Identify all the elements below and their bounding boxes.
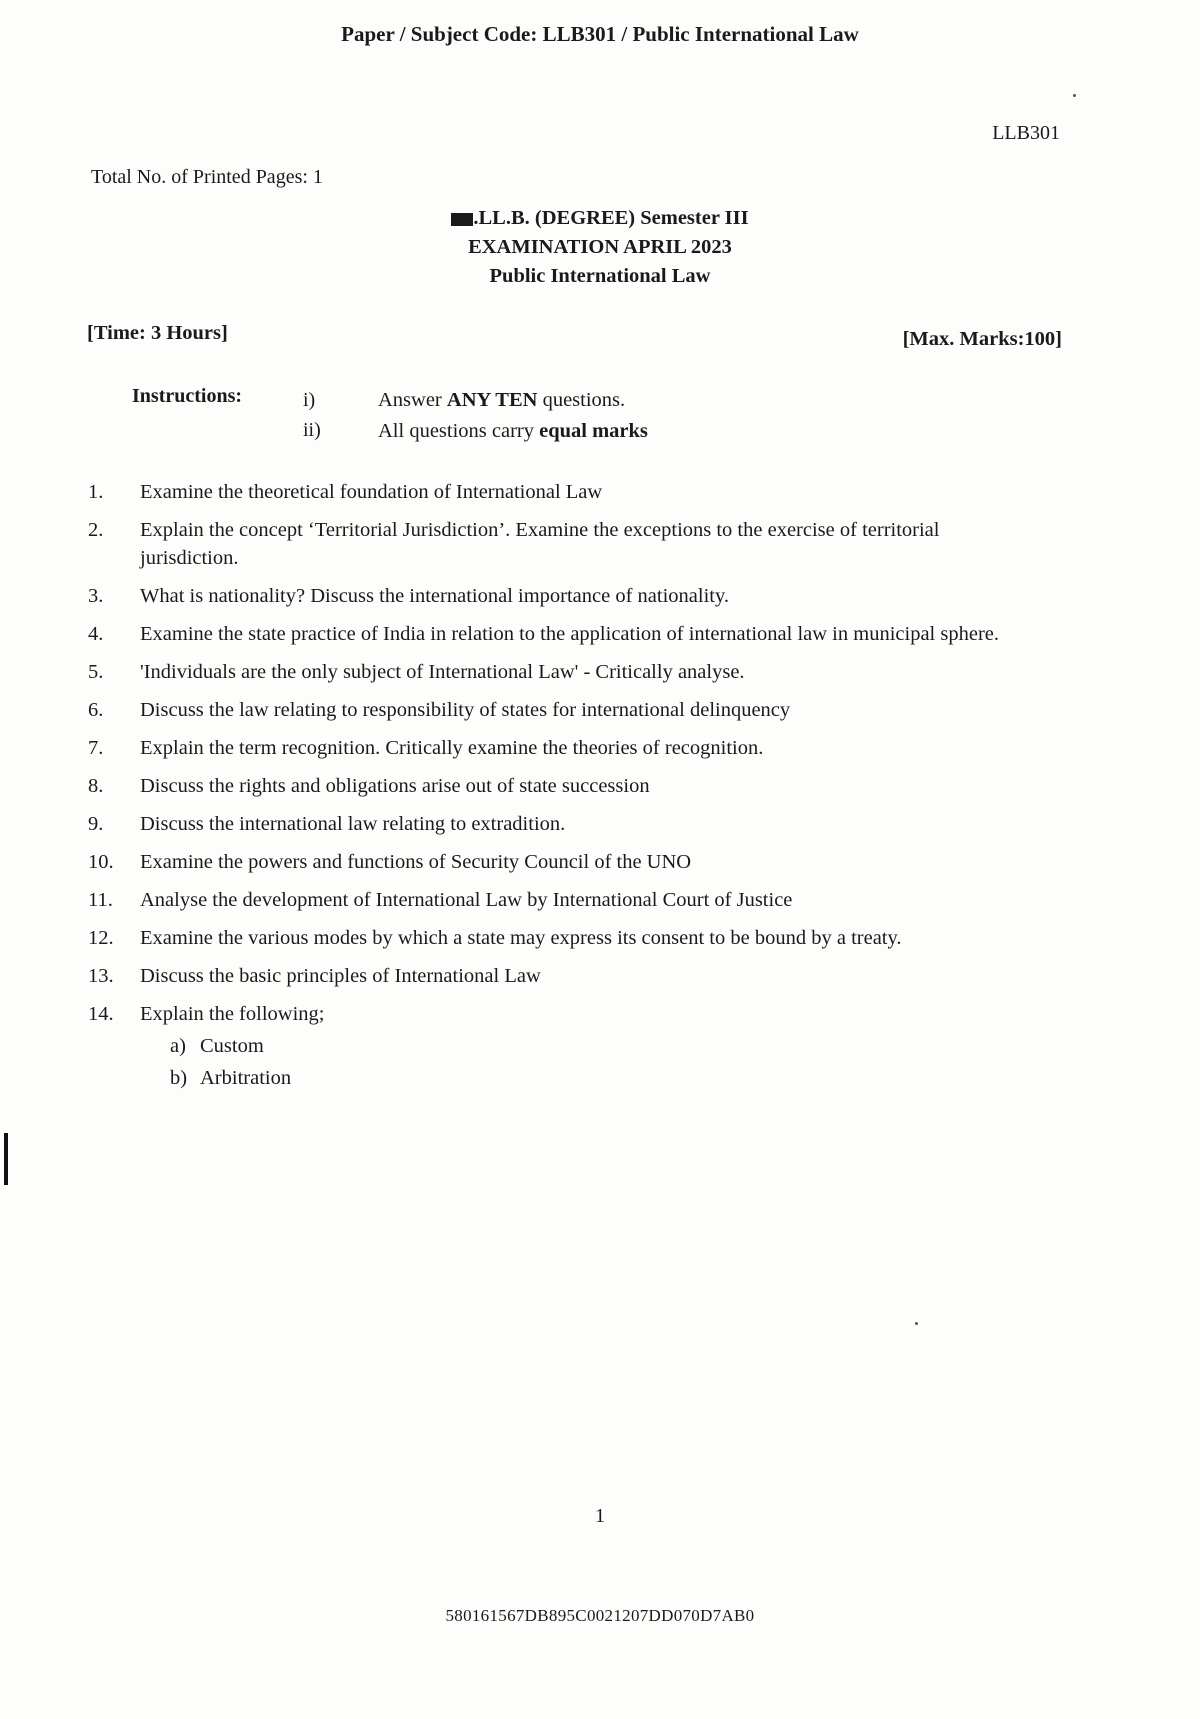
exam-title-block <box>0 204 1200 291</box>
max-marks: [Max. Marks:100] <box>902 328 1062 350</box>
margin-scan-mark <box>4 1133 8 1185</box>
question-item: 12. Examine the various modes by which a state may express its consent to be bound by a treaty. <box>88 927 902 949</box>
question-item: 7. Explain the term recognition. Critically examine the theories of recognition. <box>88 737 764 759</box>
question-item: 3. What is nationality? Discuss the international importance of nationality. <box>88 585 730 607</box>
instructions-label: Instructions: <box>132 385 243 407</box>
page-number: 1 <box>595 1505 605 1527</box>
redaction-mark <box>451 213 473 226</box>
question-item: 13. Discuss the basic principles of International Law <box>88 965 541 987</box>
question-item: 1. Examine the theoretical foundation of International Law <box>88 481 603 503</box>
sub-item: b) Arbitration <box>170 1067 292 1089</box>
question-item: 9. Discuss the international law relating to extradition. <box>88 813 566 835</box>
question-item: 8. Discuss the rights and obligations arise out of state succession <box>88 775 650 797</box>
degree-title: .LL.B. (DEGREE) Semester III <box>0 204 1200 233</box>
question-list <box>88 478 1008 1094</box>
instruction-2-text: All questions carry equal marks <box>378 420 648 442</box>
question-item: 14. Explain the following; <box>88 1003 325 1025</box>
subject-title: Public International Law <box>489 265 711 287</box>
question-item: 5. 'Individuals are the only subject of International Law' - Critically analyse. <box>88 661 745 683</box>
printed-pages-note: Total No. of Printed Pages: 1 <box>91 166 323 188</box>
instruction-1-number: i) <box>303 389 316 411</box>
sub-item: a) Custom <box>170 1035 264 1057</box>
time-allowed: [Time: 3 Hours] <box>87 322 228 344</box>
question-item: 4. Examine the state practice of India in relation to the application of international law in municipal sphere. <box>88 623 999 645</box>
exam-session-title: EXAMINATION APRIL 2023 <box>468 236 732 258</box>
question-item: 11. Analyse the development of International Law by International Court of Justice <box>88 889 793 911</box>
footer-code: 580161567DB895C0021207DD070D7AB0 <box>445 1606 755 1625</box>
paper-code-header: Paper / Subject Code: LLB301 / Public International Law <box>341 22 859 46</box>
question-item: 2. Explain the concept ‘Territorial Jurisdiction’. Examine the exceptions to the exercise of territorial jurisdiction. <box>88 519 940 569</box>
subject-code-label: LLB301 <box>992 122 1060 144</box>
scan-speck <box>915 1322 918 1325</box>
scan-speck <box>1073 94 1076 97</box>
question-item: 6. Discuss the law relating to responsibility of states for international delinquency <box>88 699 791 721</box>
question-item: 10. Examine the powers and functions of Security Council of the UNO <box>88 851 692 873</box>
instruction-2-number: ii) <box>303 419 321 441</box>
instruction-1-text: Answer ANY TEN questions. <box>378 389 626 411</box>
